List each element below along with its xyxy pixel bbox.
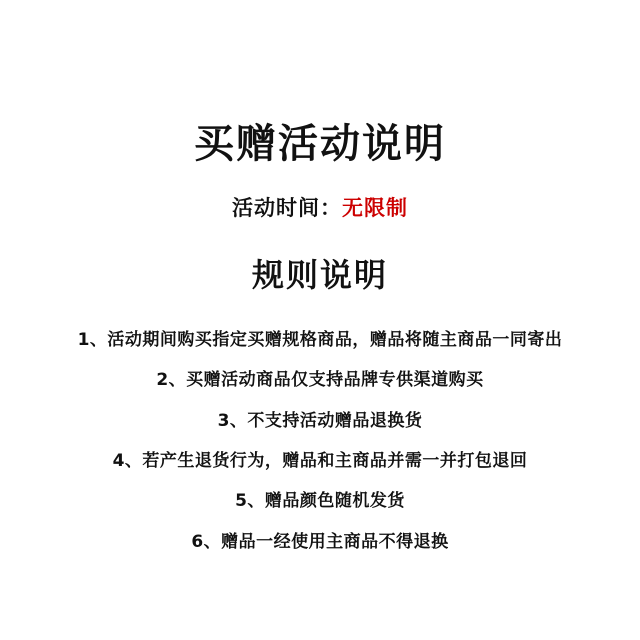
activity-time-row bbox=[232, 192, 408, 222]
section-title-rules: 规则说明 bbox=[251, 256, 388, 294]
list-item: 1、活动期间购买指定买赠规格商品，赠品将随主商品一同寄出 bbox=[77, 330, 563, 350]
list-item: 2、买赠活动商品仅支持品牌专供渠道购买 bbox=[156, 370, 484, 391]
list-item: 4、若产生退货行为，赠品和主商品并需一并打包退回 bbox=[112, 451, 528, 472]
page-title: 买赠活动说明 bbox=[194, 121, 446, 167]
list-item: 3、不支持活动赠品退换货 bbox=[217, 410, 423, 431]
activity-time-label: 活动时间： bbox=[232, 196, 342, 220]
rules-list bbox=[0, 320, 640, 562]
list-item: 5、赠品颜色随机发货 bbox=[235, 491, 405, 512]
list-item: 6、赠品一经使用主商品不得退换 bbox=[191, 531, 449, 552]
activity-time-value: 无限制 bbox=[342, 196, 408, 220]
